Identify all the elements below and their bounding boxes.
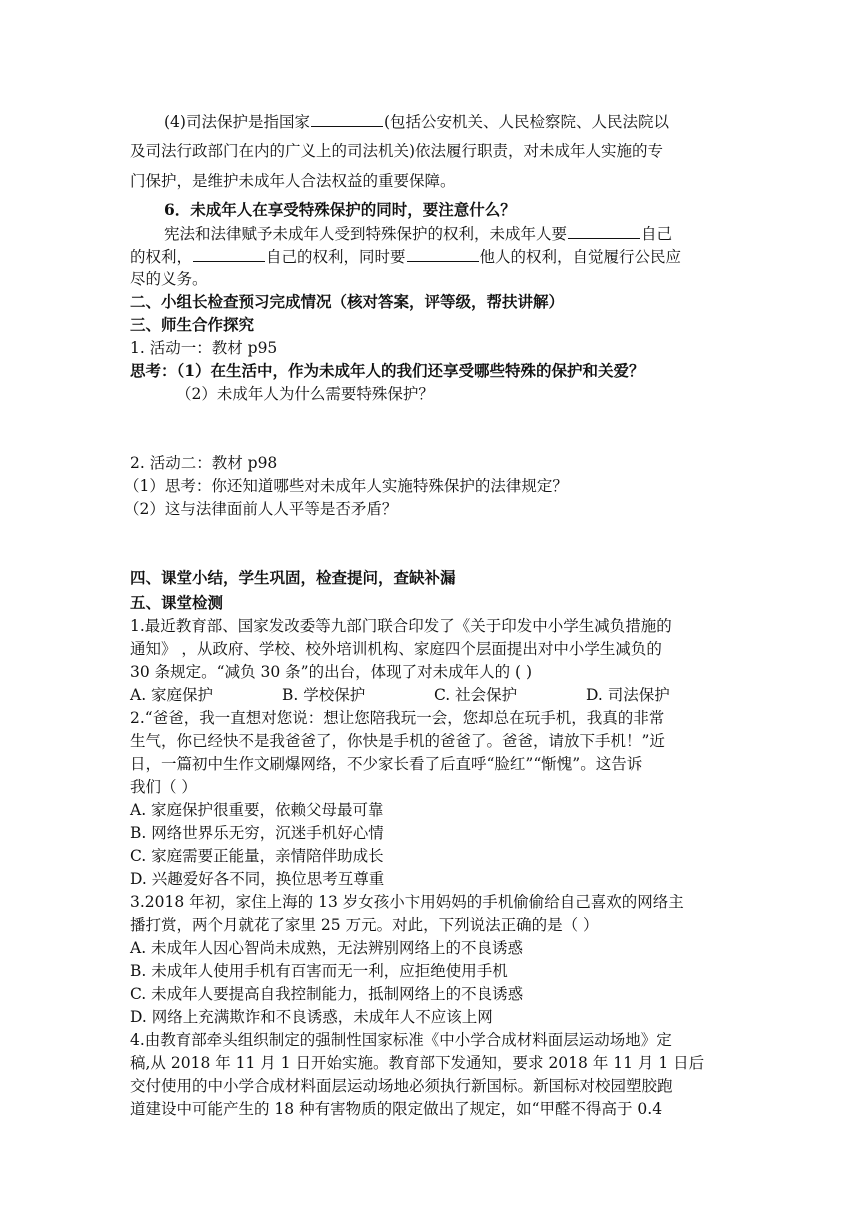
q3-option-d[interactable]: D. 网络上充满欺诈和不良诱惑，未成年人不应该上网 bbox=[130, 1008, 493, 1026]
answer-blank[interactable] bbox=[407, 244, 479, 262]
section-4-heading: 四、课堂小结，学生巩固，检查提问，查缺补漏 bbox=[130, 568, 456, 587]
item4-text: (包括公安机关、人民检察院、人民法院以 bbox=[383, 113, 670, 131]
q2-option-a[interactable]: A. 家庭保护很重要，依赖父母最可靠 bbox=[130, 801, 384, 819]
think-question-1: （1）在生活中，作为未成年人的我们还享受哪些特殊的保护和关爱？ bbox=[176, 361, 645, 380]
activity1-title: 1. 活动一：教材 p95 bbox=[130, 339, 278, 357]
q2-line: 生气，你已经快不是我爸爸了，你快是手机的爸爸了。爸爸，请放下手机！”近 bbox=[130, 732, 665, 750]
q2-option-c[interactable]: C. 家庭需要正能量，亲情陪伴助成长 bbox=[130, 847, 384, 865]
q6-line1 bbox=[164, 221, 734, 246]
section-2-heading: 二、小组长检查预习完成情况（核对答案，评等级，帮扶讲解） bbox=[130, 292, 565, 311]
q6-heading: 6．未成年人在享受特殊保护的同时，要注意什么？ bbox=[164, 200, 516, 219]
think-label: 思考： bbox=[130, 361, 177, 380]
q6-text: 宪法和法律赋予未成年人受到特殊保护的权利，未成年人要 bbox=[164, 225, 568, 243]
q6-text: 的权利， bbox=[130, 248, 193, 266]
q6-text: 自己 bbox=[641, 225, 673, 243]
activity2-q2: （2）这与法律面前人人平等是否矛盾？ bbox=[124, 500, 398, 518]
q6-line3: 尽的义务。 bbox=[130, 270, 208, 288]
activity2-title: 2. 活动二：教材 p98 bbox=[130, 454, 278, 472]
q3-line: 播打赏，两个月就花了家里 25 万元。对此，下列说法正确的是（ ） bbox=[130, 916, 599, 934]
q1-option-c[interactable]: C. 社会保护 bbox=[434, 686, 518, 704]
activity1-q2: （2）未成年人为什么需要特殊保护？ bbox=[176, 385, 434, 403]
q1-option-b[interactable]: B. 学校保护 bbox=[282, 686, 366, 704]
activity2-q1: （1）思考：你还知道哪些对未成年人实施特殊保护的法律规定？ bbox=[124, 477, 568, 495]
q6-line2 bbox=[130, 244, 730, 269]
activity1-think bbox=[130, 359, 730, 383]
answer-blank[interactable] bbox=[568, 221, 640, 239]
q3-line: 3.2018 年初，家住上海的 13 岁女孩小卞用妈妈的手机偷偷给自己喜欢的网络主 bbox=[130, 893, 684, 911]
q1-line: 通知》 ，从政府、学校、校外培训机构、家庭四个层面提出对中小学生减负的 bbox=[130, 640, 662, 658]
q3-option-a[interactable]: A. 未成年人因心智尚未成熟，无法辨别网络上的不良诱惑 bbox=[130, 939, 524, 957]
answer-blank[interactable] bbox=[311, 109, 383, 127]
q4-line: 道建设中可能产生的 18 种有害物质的限定做出了规定，如“甲醛不得高于 0.4 bbox=[130, 1100, 663, 1118]
section-3-heading: 三、师生合作探究 bbox=[130, 315, 255, 334]
section-5-heading: 五、课堂检测 bbox=[130, 593, 224, 612]
q1-option-d[interactable]: D. 司法保护 bbox=[586, 686, 670, 704]
q1-options bbox=[130, 683, 730, 707]
q6-text: 自己的权利，同时要 bbox=[266, 248, 406, 266]
item4-line3: 门保护，是维护未成年人合法权益的重要保障。 bbox=[130, 172, 456, 190]
q3-option-b[interactable]: B. 未成年人使用手机有百害而无一利，应拒绝使用手机 bbox=[130, 962, 508, 980]
q1-line: 30 条规定。“减负 30 条”的出台，体现了对未成年人的 ( ) bbox=[130, 663, 533, 681]
q2-line: 我们（ ） bbox=[130, 778, 197, 796]
item4-line2: 及司法行政部门在内的广义上的司法机关)依法履行职责，对未成年人实施的专 bbox=[130, 142, 664, 160]
q4-line: 稿,从 2018 年 11 月 1 日开始实施。教育部下发通知，要求 2018 年 11 月 1 日后 bbox=[130, 1054, 705, 1072]
q2-option-d[interactable]: D. 兴趣爱好各不同，换位思考互尊重 bbox=[130, 870, 385, 888]
q2-line: 2.“爸爸，我一直想对您说：想让您陪我玩一会，您却总在玩手机，我真的非常 bbox=[130, 709, 665, 727]
q2-option-b[interactable]: B. 网络世界乐无穷，沉迷手机好心情 bbox=[130, 824, 384, 842]
q1-option-a[interactable]: A. 家庭保护 bbox=[130, 686, 214, 704]
q2-line: 日，一篇初中生作文刷爆网络，不少家长看了后直呼“脸红”“惭愧”。这告诉 bbox=[130, 755, 643, 773]
item4-text: (4)司法保护是指国家 bbox=[164, 113, 310, 131]
q1-line: 1.最近教育部、国家发改委等九部门联合印发了《关于印发中小学生减负措施的 bbox=[130, 617, 672, 635]
answer-blank[interactable] bbox=[193, 244, 265, 262]
item4-line1 bbox=[164, 109, 734, 134]
q6-text: 他人的权利，自觉履行公民应 bbox=[479, 248, 682, 266]
q3-option-c[interactable]: C. 未成年人要提高自我控制能力，抵制网络上的不良诱惑 bbox=[130, 985, 524, 1003]
q4-line: 4.由教育部牵头组织制定的强制性国家标准《中小学合成材料面层运动场地》定 bbox=[130, 1031, 672, 1049]
q4-line: 交付使用的中小学合成材料面层运动场地必须执行新国标。新国标对校园塑胶跑 bbox=[130, 1077, 673, 1095]
